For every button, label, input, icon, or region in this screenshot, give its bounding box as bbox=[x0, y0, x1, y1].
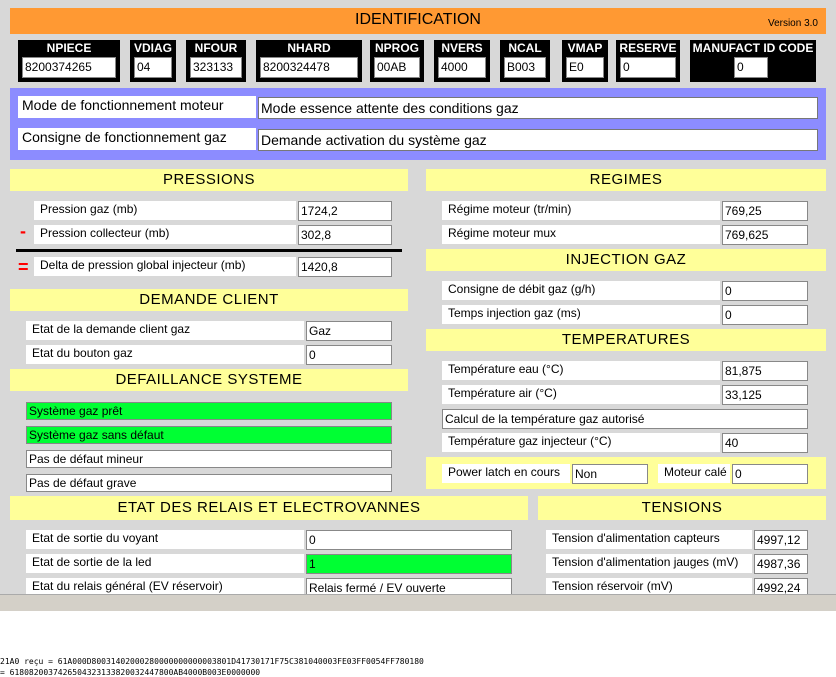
gaz-consigne-value[interactable]: Demande activation du système gaz bbox=[258, 129, 818, 151]
delta-pression-label: Delta de pression global injecteur (mb) bbox=[34, 257, 296, 276]
tensions-header: TENSIONS bbox=[538, 496, 826, 520]
regime-moteur-label: Régime moteur (tr/min) bbox=[442, 201, 720, 220]
regime-mux-value[interactable]: 769,625 bbox=[722, 225, 808, 245]
id-nvers-label: NVERS bbox=[441, 41, 483, 55]
id-vdiag-label: VDIAG bbox=[133, 41, 172, 55]
identification-title: IDENTIFICATION bbox=[355, 11, 481, 28]
log-line-2: = 6180820037426504323133820032447800AB4000B003E0000000 bbox=[0, 668, 261, 677]
led-label: Etat de sortie de la led bbox=[26, 554, 304, 573]
id-nprog-label: NPROG bbox=[374, 41, 419, 55]
voyant-label: Etat de sortie du voyant bbox=[26, 530, 304, 549]
id-manufact bbox=[690, 40, 816, 82]
temp-eau-value[interactable]: 81,875 bbox=[722, 361, 808, 381]
temps-injection-label: Temps injection gaz (ms) bbox=[442, 305, 720, 324]
pression-gaz-label: Pression gaz (mb) bbox=[34, 201, 296, 220]
moteur-cale-label: Moteur calé bbox=[658, 464, 730, 483]
pression-gaz-value[interactable]: 1724,2 bbox=[298, 201, 392, 221]
pression-collecteur-value[interactable]: 302,8 bbox=[298, 225, 392, 245]
tension-reservoir-value[interactable]: 4992,24 bbox=[754, 578, 808, 594]
delta-pression-value[interactable]: 1420,8 bbox=[298, 257, 392, 277]
id-nhard-value[interactable]: 8200324478 bbox=[260, 57, 358, 78]
id-npiece-value[interactable]: 8200374265 bbox=[22, 57, 116, 78]
tension-capteurs-label: Tension d'alimentation capteurs bbox=[546, 530, 752, 549]
id-ncal-value[interactable]: B003 bbox=[504, 57, 546, 78]
id-ncal-label: NCAL bbox=[508, 41, 542, 55]
relais-general-label: Etat du relais général (EV réservoir) bbox=[26, 578, 304, 594]
defaillance-item-defaut-mineur: Pas de défaut mineur bbox=[26, 450, 392, 468]
tension-jauges-value[interactable]: 4987,36 bbox=[754, 554, 808, 574]
id-nhard-label: NHARD bbox=[287, 41, 331, 55]
demande-client-value[interactable]: Gaz bbox=[306, 321, 392, 341]
id-nfour-value[interactable]: 323133 bbox=[190, 57, 242, 78]
id-reserve-label: RESERVE bbox=[619, 41, 677, 55]
power-latch-label: Power latch en cours bbox=[442, 464, 570, 483]
defaillance-item-sans-defaut: Système gaz sans défaut bbox=[26, 426, 392, 444]
equals-sign: = bbox=[18, 257, 29, 277]
id-vmap bbox=[562, 40, 608, 82]
motor-mode-value[interactable]: Mode essence attente des conditions gaz bbox=[258, 97, 818, 119]
temp-injecteur-label: Température gaz injecteur (°C) bbox=[442, 433, 720, 452]
pression-separator-line bbox=[16, 249, 402, 252]
bouton-gaz-value[interactable]: 0 bbox=[306, 345, 392, 365]
id-nvers-value[interactable]: 4000 bbox=[438, 57, 486, 78]
tension-reservoir-label: Tension réservoir (mV) bbox=[546, 578, 752, 594]
temp-injecteur-value[interactable]: 40 bbox=[722, 433, 808, 453]
temp-eau-label: Température eau (°C) bbox=[442, 361, 720, 380]
motor-mode-label: Mode de fonctionnement moteur bbox=[18, 96, 256, 118]
relais-header: ETAT DES RELAIS ET ELECTROVANNES bbox=[10, 496, 528, 520]
id-manufact-label: MANUFACT ID CODE bbox=[692, 41, 814, 55]
id-reserve-value[interactable]: 0 bbox=[620, 57, 676, 78]
id-nprog bbox=[370, 40, 424, 82]
defaillance-header: DEFAILLANCE SYSTEME bbox=[10, 369, 408, 391]
regime-mux-label: Régime moteur mux bbox=[442, 225, 720, 244]
injection-gaz-header: INJECTION GAZ bbox=[426, 249, 826, 271]
demande-client-label: Etat de la demande client gaz bbox=[26, 321, 304, 340]
id-vdiag-value[interactable]: 04 bbox=[134, 57, 172, 78]
gaz-consigne-label: Consigne de fonctionnement gaz bbox=[18, 128, 256, 150]
id-ncal bbox=[500, 40, 550, 82]
demande-client-header: DEMANDE CLIENT bbox=[10, 289, 408, 311]
log-line-1: 21A0 reçu = 61A000D80031402000280000000000003801D41730171F75C381040003FE03FF0054FF780180 bbox=[0, 657, 424, 666]
id-reserve bbox=[616, 40, 680, 82]
regime-moteur-value[interactable]: 769,25 bbox=[722, 201, 808, 221]
id-vmap-label: VMAP bbox=[567, 41, 603, 55]
id-nprog-value[interactable]: 00AB bbox=[374, 57, 420, 78]
power-latch-value[interactable]: Non bbox=[572, 464, 648, 484]
temp-air-value[interactable]: 33,125 bbox=[722, 385, 808, 405]
tension-jauges-label: Tension d'alimentation jauges (mV) bbox=[546, 554, 752, 573]
id-vmap-value[interactable]: E0 bbox=[566, 57, 604, 78]
calcul-temp-gaz-status: Calcul de la température gaz autorisé bbox=[442, 409, 808, 429]
defaillance-item-gaz-pret: Système gaz prêt bbox=[26, 402, 392, 420]
id-vdiag bbox=[130, 40, 176, 82]
version-label: Version 3.0 bbox=[767, 18, 818, 29]
id-manufact-value[interactable]: 0 bbox=[734, 57, 768, 78]
moteur-cale-value[interactable]: 0 bbox=[732, 464, 808, 484]
id-nfour-label: NFOUR bbox=[194, 41, 238, 55]
temps-injection-value[interactable]: 0 bbox=[722, 305, 808, 325]
identification-banner bbox=[10, 8, 826, 34]
status-strip bbox=[0, 594, 836, 611]
bouton-gaz-label: Etat du bouton gaz bbox=[26, 345, 304, 364]
temp-air-label: Température air (°C) bbox=[442, 385, 720, 404]
led-value[interactable]: 1 bbox=[306, 554, 512, 574]
relais-general-value[interactable]: Relais fermé / EV ouverte bbox=[306, 578, 512, 594]
id-nvers bbox=[434, 40, 490, 82]
id-npiece-label: NPIECE bbox=[46, 41, 92, 55]
debit-gaz-label: Consigne de débit gaz (g/h) bbox=[442, 281, 720, 300]
pression-collecteur-label: Pression collecteur (mb) bbox=[34, 225, 296, 244]
id-nfour bbox=[186, 40, 246, 82]
defaillance-item-defaut-grave: Pas de défaut grave bbox=[26, 474, 392, 492]
minus-sign: - bbox=[20, 221, 26, 241]
voyant-value[interactable]: 0 bbox=[306, 530, 512, 550]
log-area bbox=[0, 594, 836, 676]
id-npiece bbox=[18, 40, 120, 82]
tension-capteurs-value[interactable]: 4997,12 bbox=[754, 530, 808, 550]
pressions-header: PRESSIONS bbox=[10, 169, 408, 191]
debit-gaz-value[interactable]: 0 bbox=[722, 281, 808, 301]
regimes-header: REGIMES bbox=[426, 169, 826, 191]
id-nhard bbox=[256, 40, 362, 82]
temperatures-header: TEMPERATURES bbox=[426, 329, 826, 351]
